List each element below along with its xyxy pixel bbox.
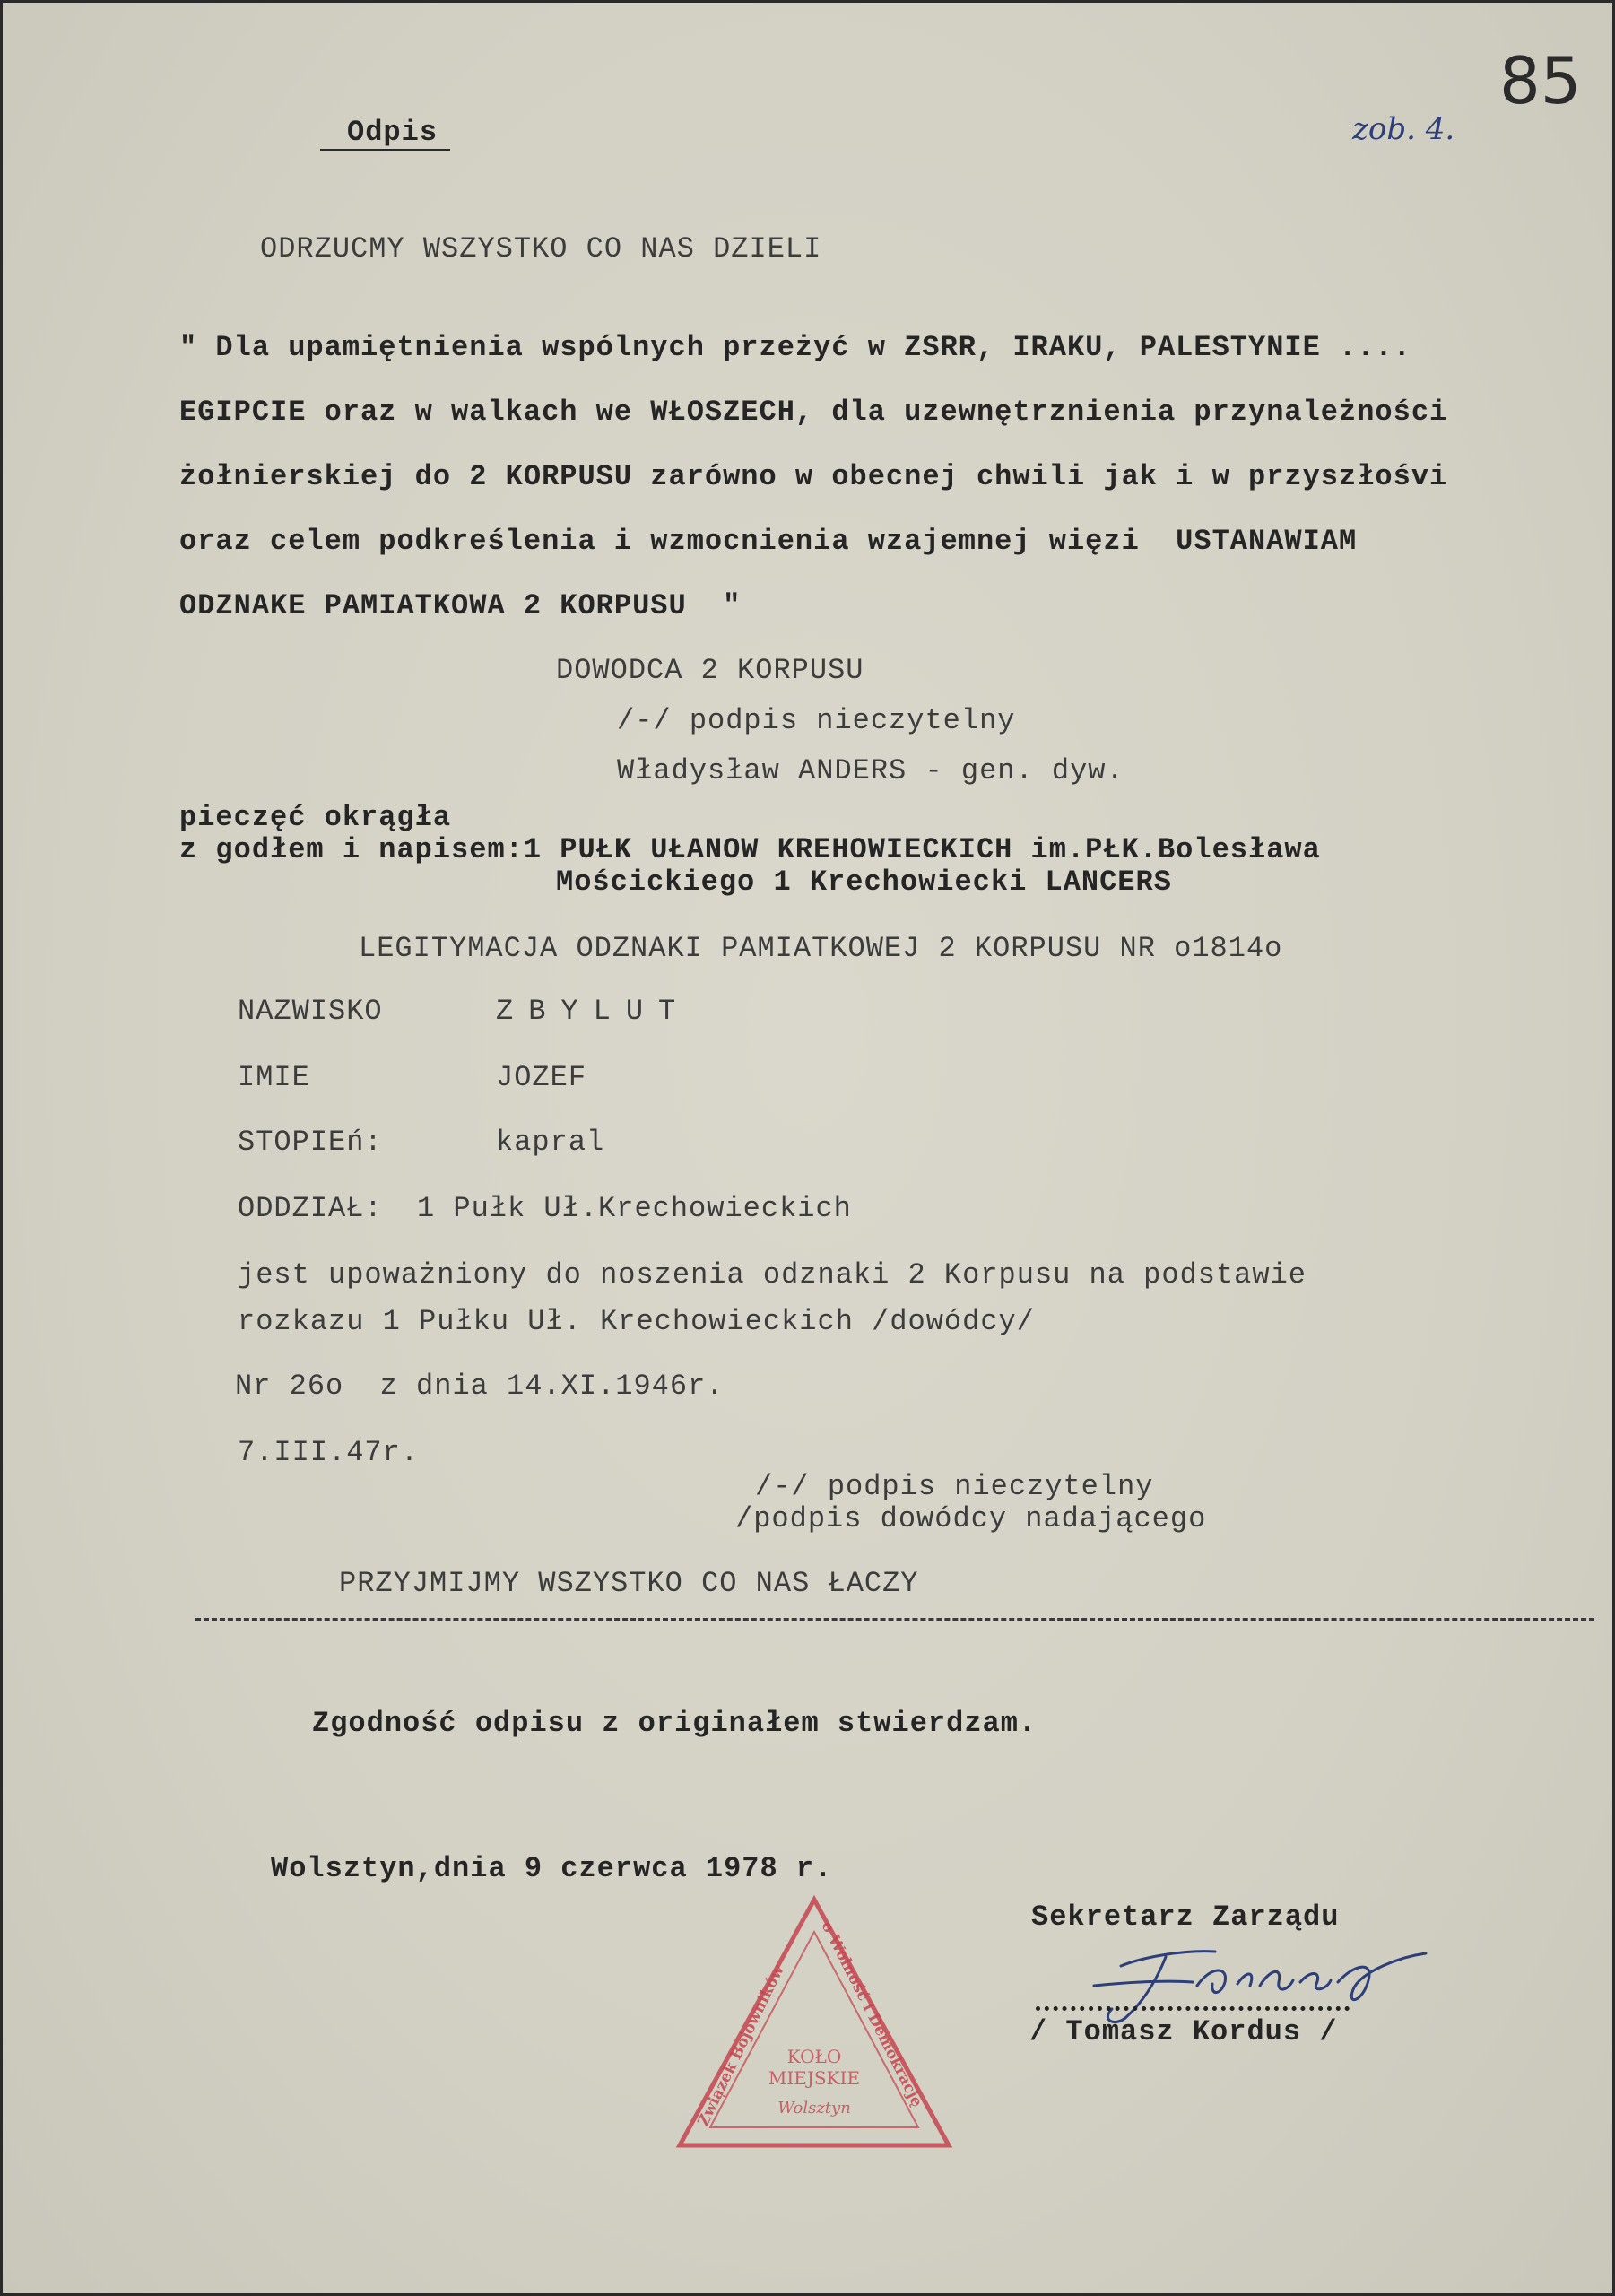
signatory-role: Sekretarz Zarządu [1031, 1900, 1340, 1934]
seal-description-line3: Mościckiego 1 Krechowiecki LANCERS [556, 865, 1172, 899]
order-reference: Nr 26o z dnia 14.XI.1946r. [235, 1370, 725, 1403]
organization-stamp [671, 1892, 958, 2152]
signatory-name: / Tomasz Kordus / [1029, 2015, 1338, 2048]
page-number: 85 [1499, 43, 1582, 118]
quote-line: EGIPCIE oraz w walkach we WŁOSZECH, dla uzewnętrznienia przynależności [179, 396, 1448, 429]
stamp-left-text: Związek Bojowników [694, 1962, 788, 2130]
motto-top: ODRZUCMY WSZYSTKO CO NAS DZIELI [260, 232, 822, 265]
seal-description-line2: z godłem i napisem:1 PUŁK UŁANOW KREHOWIECKICH im.PŁK.Bolesława [179, 833, 1321, 866]
signature-dotted-line [1036, 2006, 1350, 2011]
stamp-right-text: o Wolność i Demokrację [817, 1918, 926, 2110]
quote-line: oraz celem podkreślenia i wzmocnienia wzajemnej więzi USTANAWIAM [179, 525, 1358, 558]
unit-label: ODDZIAŁ: [238, 1192, 383, 1225]
motto-bottom: PRZYJMIJMY WSZYSTKO CO NAS ŁACZY [339, 1567, 919, 1600]
quote-line: żołnierskiej do 2 KORPUSU zarówno w obecnej chwili jak i w przyszłośvi [179, 460, 1448, 493]
id-signature-note: /-/ podpis nieczytelny [755, 1470, 1154, 1503]
quote-line: " Dla upamiętnienia wspólnych przeżyć w ZSRR, IRAKU, PALESTYNIE .... [179, 331, 1411, 364]
rank-label: STOPIEń: [238, 1126, 383, 1159]
quote-line: ODZNAKE PAMIATKOWA 2 KORPUSU " [179, 589, 742, 622]
issue-date: 7.III.47r. [238, 1436, 420, 1469]
id-signature-role: /podpis dowódcy nadającego [735, 1502, 1207, 1535]
separator-dashed-line [195, 1618, 1594, 1621]
handwritten-signature [1058, 1930, 1444, 2029]
place-and-date: Wolsztyn,dnia 9 czerwca 1978 r. [271, 1852, 833, 1885]
firstname-label: IMIE [238, 1061, 310, 1094]
certification-statement: Zgodność odpisu z originałem stwierdzam. [312, 1707, 1038, 1740]
stamp-center-line2: MIEJSKIE [768, 2067, 861, 2089]
surname-label: NAZWISKO [238, 995, 383, 1028]
commander-title: DOWODCA 2 KORPUSU [556, 654, 864, 687]
firstname-value: JOZEF [496, 1061, 587, 1094]
unit-value: 1 Pułk Uł.Krechowieckich [417, 1192, 852, 1225]
commander-name: Władysław ANDERS - gen. dyw. [617, 754, 1124, 787]
stamp-center-line1: KOŁO [786, 2046, 842, 2067]
authorization-line2: rozkazu 1 Pułku Uł. Krechowieckich /dowódcy/ [238, 1305, 1035, 1338]
document-title: Odpis [320, 117, 450, 151]
surname-value: ZBYLUT [496, 995, 691, 1028]
stamp-center-line3: Wolsztyn [777, 2099, 851, 2118]
rank-value: kapral [496, 1126, 605, 1159]
seal-description-line1: pieczęć okrągła [179, 801, 452, 834]
id-card-title: LEGITYMACJA ODZNAKI PAMIATKOWEJ 2 KORPUSU NR o1814o [359, 932, 1283, 965]
archive-annotation: zob. 4. [1352, 111, 1455, 147]
commander-signature-note: /-/ podpis nieczytelny [617, 704, 1016, 737]
authorization-line1: jest upoważniony do noszenia odznaki 2 Korpusu na podstawie [238, 1258, 1307, 1292]
